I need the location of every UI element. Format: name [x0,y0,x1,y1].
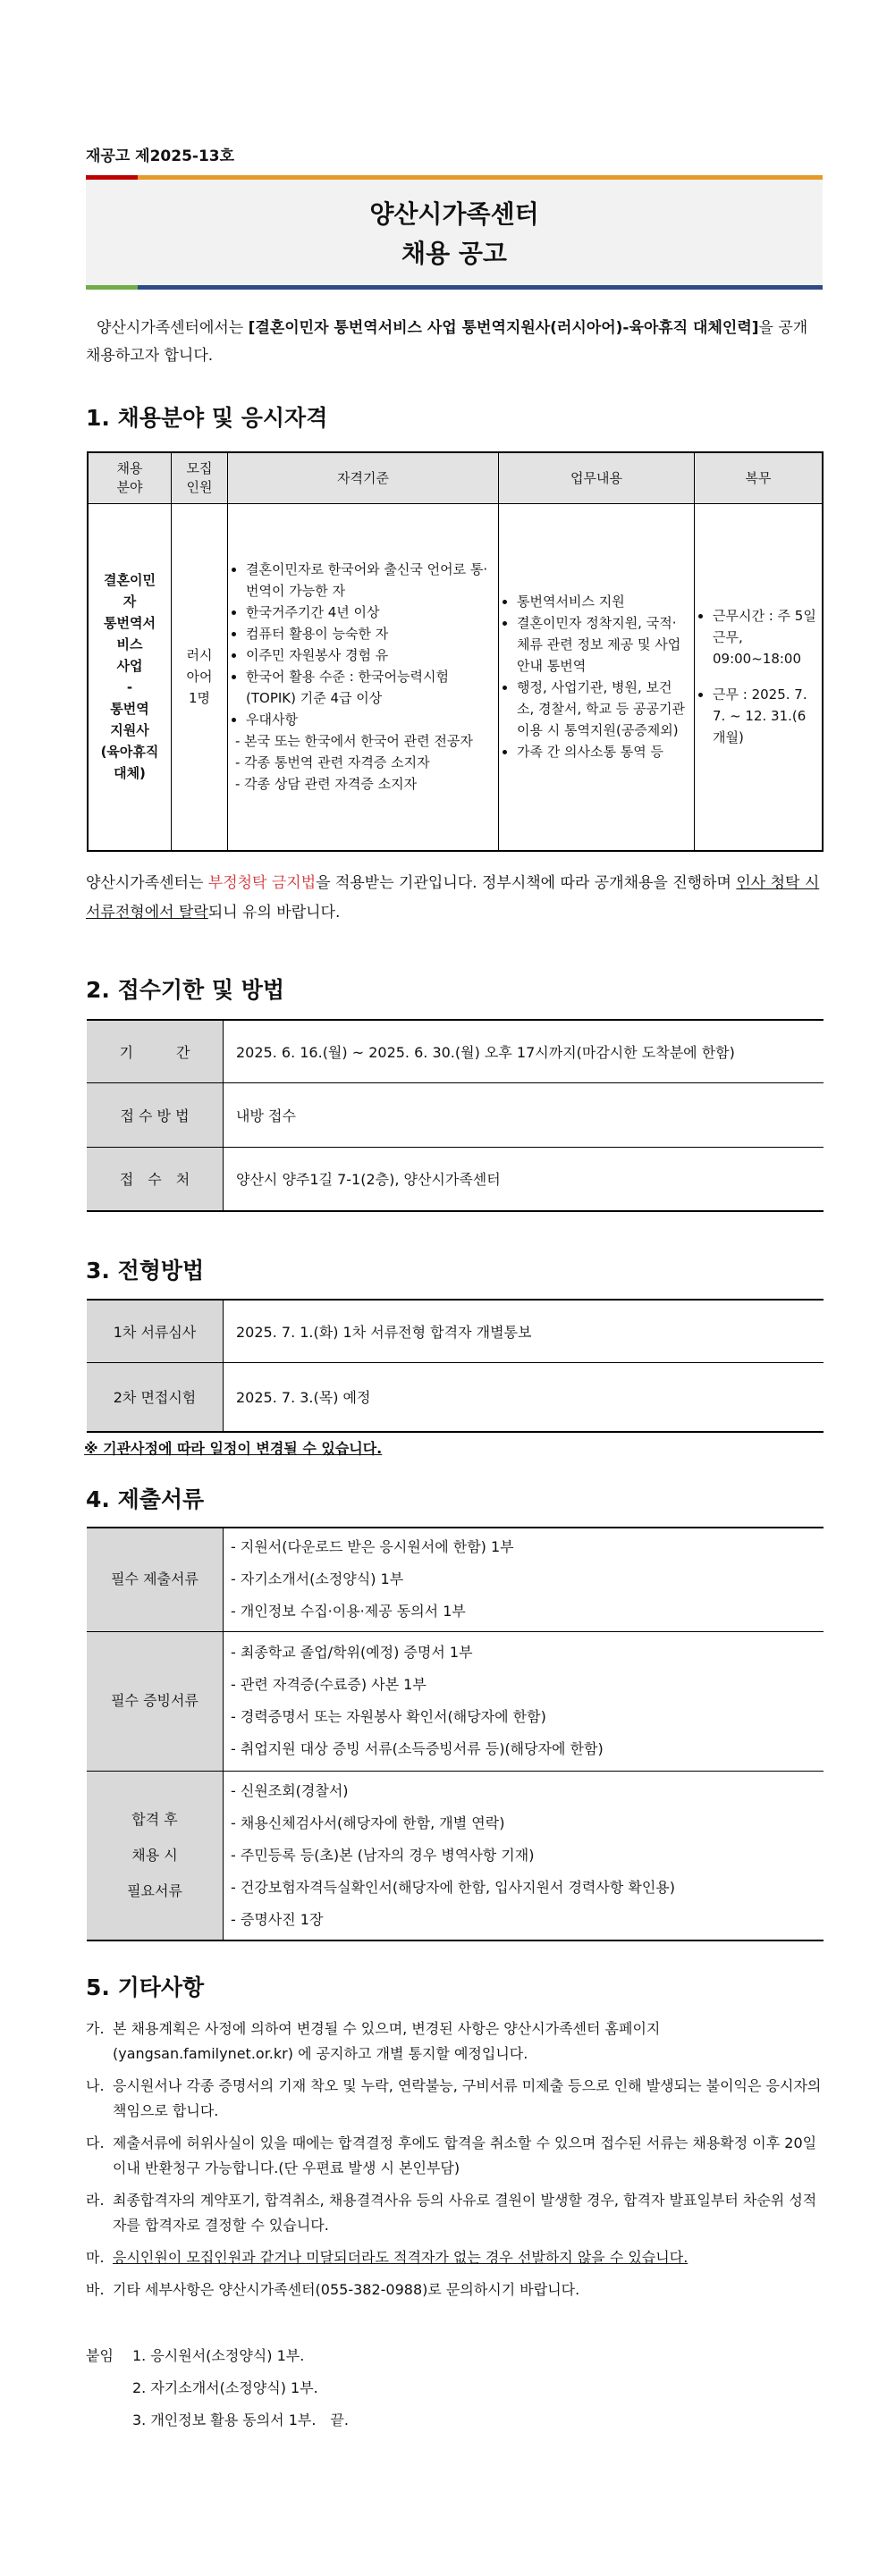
intro-paragraph: 양산시가족센터에서는 [결혼이민자 통번역서비스 사업 통번역지원사(러시아어)-육아휴직 대체인력]을 공개 채용하고자 합니다. [86,319,808,365]
disqualification-warning: 인사 청탁 시 서류전형에서 탈락 [86,874,820,922]
doc-item: - 신원조회(경찰서) [231,1781,349,1799]
title-org: 양산시가족센터 [369,199,539,229]
period-value: 2025. 6. 16.(월) ~ 2025. 6. 30.(월) 오후 17시까지(마감시한 도착분에 한함) [224,1020,824,1082]
anti-graft-notice: 양산시가족센터는 부정청탁 금지법을 적용받는 기관입니다. 정부시책에 따라 공개채용을 진행하며 인사 청탁 시 서류전형에서 탈락되니 유의 바랍니다. [86,874,820,922]
duty-item: • 통번역서비스 지원 [517,591,688,612]
section3-heading: 3. 전형방법 [86,1258,205,1284]
attachments [86,2340,349,2437]
method-label: 접 수 방 법 [87,1082,224,1147]
location-value: 양산시 양주1길 7-1(2층), 양산시가족센터 [224,1147,824,1211]
misc-item: 다. 제출서류에 허위사실이 있을 때에는 합격결정 후에도 합격을 취소할 수 있으며 접수된 서류는 채용확정 이후 20일 이내 반환청구 가능합니다.(단 우편료 발생 시 본인부담) [86,2134,817,2176]
section2-heading: 2. 접수기한 및 방법 [86,977,285,1003]
col-header-duties: 업무내용 [499,452,695,504]
field-cell: 결혼이민 자 통번역서 비스 사업 - 통번역 지원사 (육아휴직 대체) [88,504,172,851]
qualification-item: • 한국거주기간 4년 이상 [246,602,493,623]
application-table [87,1019,824,1212]
doc-item: - 주민등록 등(초)본 (남자의 경우 병역사항 기재) [231,1846,535,1864]
preference-item: - 각종 통번역 관련 자격증 소지자 [235,754,430,771]
section5-heading: 5. 기타사항 [86,1974,205,2000]
qualification-cell [228,504,499,851]
col-header-qualification: 자격기준 [228,452,499,504]
qualification-item: • 우대사항 [246,709,493,730]
col-header-field: 채용 분야 [88,452,172,504]
attachment-item: 1. 응시원서(소정양식) 1부. [132,2347,305,2364]
section1-heading: 1. 채용분야 및 응시자격 [86,405,328,431]
proof-docs-list [224,1631,824,1771]
doc-item: - 취업지원 대상 증빙 서류(소득증빙서류 등)(해당자에 한함) [231,1740,604,1757]
stage1-value: 2025. 7. 1.(화) 1차 서류전형 합격자 개별통보 [224,1300,824,1362]
schedule-change-warning: ※ 기관사정에 따라 일정이 변경될 수 있습니다. [84,1440,383,1457]
qualification-item: • 결혼이민자로 한국어와 출신국 언어로 통·번역이 가능한 자 [246,559,493,602]
section4-heading: 4. 제출서류 [86,1486,205,1512]
preference-item: - 본국 또는 한국에서 한국어 관련 전공자 [235,733,473,750]
title-main: 채용 공고 [401,239,507,268]
duties-cell [499,504,695,851]
col-header-service: 복무 [695,452,824,504]
method-value: 내방 접수 [224,1082,824,1147]
doc-item: - 채용신체검사서(해당자에 한함, 개별 연락) [231,1814,505,1831]
misc-item: 나. 응시원서나 각종 증명서의 기재 착오 및 누락, 연락불능, 구비서류 미제출 등으로 인해 발생되는 불이익은 응시자의 책임으로 합니다. [86,2077,822,2119]
recruitment-table [87,451,824,852]
duty-item: • 결혼이민자 정착지원, 국적·체류 관련 정보 제공 및 사업안내 통번역 [517,612,688,677]
misc-item: 마. 응시인원이 모집인원과 같거나 미달되더라도 적격자가 없는 경우 선발하지 않을 수 있습니다. [86,2249,688,2266]
duty-item: • 행정, 사업기관, 병원, 보건소, 경찰서, 학교 등 공공기관 이용 시 통역지원(공증제외) [517,677,688,741]
misc-item: 라. 최종합격자의 계약포기, 합격취소, 채용결격사유 등의 사유로 결원이 발생할 경우, 합격자 발표일부터 차순위 성적자를 합격자로 결정할 수 있습니다. [86,2192,817,2234]
doc-item: - 증명사진 1장 [231,1910,324,1928]
doc-item: - 건강보험자격득실확인서(해당자에 한함, 입사지원서 경력사항 확인용) [231,1878,675,1896]
preference-item: - 각종 상담 관련 자격증 소지자 [235,776,418,793]
attachment-item: 2. 자기소개서(소정양식) 1부. [132,2379,318,2396]
attachment-item: 3. 개인정보 활용 동의서 1부. 끝. [132,2412,349,2429]
attachments-label: 붙임 [86,2347,114,2364]
service-item: • 근무 : 2025. 7. 7. ~ 12. 31.(6개월) [713,684,816,748]
doc-item: - 자기소개서(소정양식) 1부 [231,1570,404,1588]
doc-item: - 개인정보 수집·이용·제공 동의서 1부 [231,1603,466,1621]
proof-docs-label: 필수 증빙서류 [87,1631,224,1771]
stage2-value: 2025. 7. 3.(목) 예정 [224,1362,824,1432]
period-label: 기 간 [87,1020,224,1082]
col-header-count: 모집 인원 [172,452,228,504]
notice-number: 재공고 제2025-13호 [86,147,235,165]
documents-table [87,1527,824,1941]
duty-item: • 가족 간 의사소통 통역 등 [517,741,688,762]
hiring-docs-list [224,1771,824,1940]
required-docs-list [224,1528,824,1631]
stage2-label: 2차 면접시험 [87,1362,224,1432]
location-label: 접 수 처 [87,1147,224,1211]
anti-graft-law: 부정청탁 금지법 [207,874,317,892]
misc-list [86,2016,823,2310]
qualification-item: • 한국어 활용 수준 : 한국어능력시험(TOPIK) 기준 4급 이상 [246,666,493,709]
doc-item: - 최종학교 졸업/학위(예정) 증명서 1부 [231,1644,473,1661]
required-docs-label: 필수 제출서류 [87,1528,224,1631]
hiring-docs-label: 합격 후 채용 시 필요서류 [87,1771,224,1940]
misc-item: 가. 본 채용계획은 사정에 의하여 변경될 수 있으며, 변경된 사항은 양산시가족센터 홈페이지 (yangsan.familynet.or.kr) 에 공지하고 개별 통지할 예정입니다. [86,2020,661,2062]
stage1-label: 1차 서류심사 [87,1300,224,1362]
selection-table [87,1299,824,1433]
misc-item: 바. 기타 세부사항은 양산시가족센터(055-382-0988)로 문의하시기 바랍니다. [86,2281,580,2298]
service-item: • 근무시간 : 주 5일 근무, 09:00~18:00 [713,605,816,669]
qualification-item: • 이주민 자원봉사 경험 유 [246,644,493,666]
service-cell [695,504,824,851]
doc-item: - 경력증명서 또는 자원봉사 확인서(해당자에 한함) [231,1708,546,1725]
doc-item: - 관련 자격증(수료증) 사본 1부 [231,1676,427,1693]
qualification-item: • 컴퓨터 활용이 능숙한 자 [246,623,493,644]
title-box [86,175,823,290]
count-cell: 러시 아어 1명 [172,504,228,851]
doc-item: - 지원서(다운로드 받은 응시원서에 한함) 1부 [231,1538,514,1556]
